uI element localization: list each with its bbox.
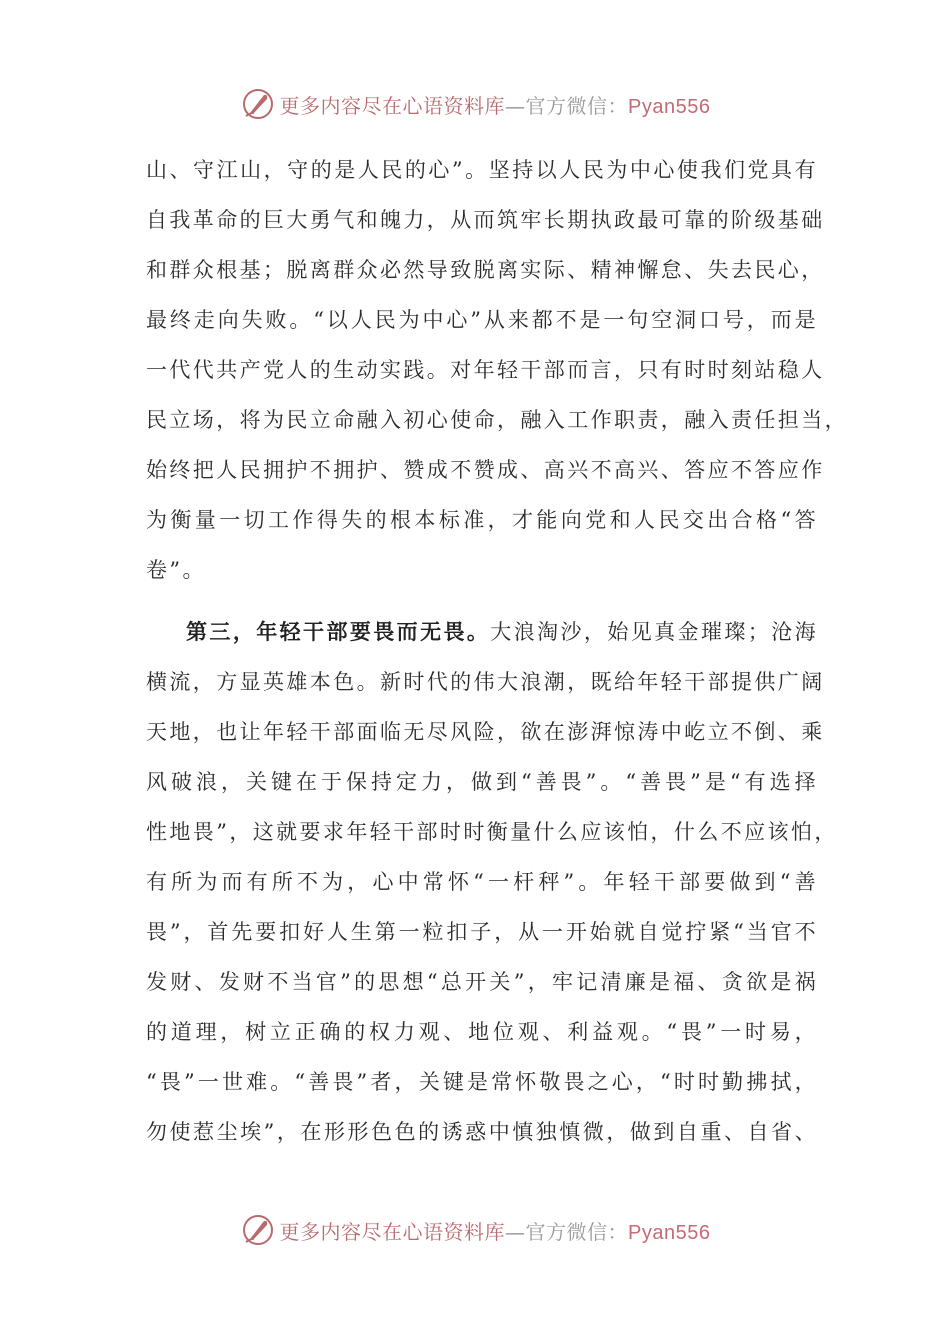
paragraph-line: 勿使惹尘埃”，在形形色色的诱惑中慎独慎微，做到自重、自省、 [146, 1120, 818, 1144]
paragraph-line: 发财、发财不当官”的思想“总开关”，牢记清廉是福、贪欲是祸 [146, 970, 818, 994]
document-body [146, 150, 848, 1162]
paragraph-line: 最终走向失败。“以人民为中心”从来都不是一句空洞口号，而是 [146, 308, 818, 332]
paragraph-line: 风破浪，关键在于保持定力，做到“善畏”。“善畏”是“有选择 [146, 770, 818, 794]
banner-wechat-id: Pyan556 [628, 95, 711, 118]
paragraph-gap [146, 600, 818, 612]
banner-text [280, 1216, 711, 1245]
banner-site-text: 更多内容尽在心语资料库 [279, 93, 506, 118]
paragraph-line: 山、守江山，守的是人民的心”。坚持以人民为中心使我们党具有 [146, 158, 818, 182]
paragraph-line: “畏”一世难。“善畏”者，关键是常怀敬畏之心，“时时勤拂拭， [146, 1070, 818, 1094]
paragraph-first-line [146, 612, 818, 662]
banner-dash: — [505, 1219, 526, 1244]
paragraph-line: 民立场，将为民立命融入初心使命，融入工作职责，融入责任担当， [146, 408, 848, 432]
paragraph-line: 为衡量一切工作得失的根本标准，才能向党和人民交出合格“答 [146, 508, 818, 532]
pen-feather-icon [240, 1212, 276, 1248]
banner-text [280, 90, 711, 119]
section-heading: 第三，年轻干部要畏而无畏。 [186, 619, 491, 644]
pen-feather-icon [240, 86, 276, 122]
banner-wechat-id: Pyan556 [628, 1221, 711, 1244]
paragraph-line: 性地畏”，这就要求年轻干部时时衡量什么应该怕，什么不应该怕， [146, 820, 838, 844]
banner-wechat-label: 官方微信： [525, 93, 629, 118]
paragraph-line: 和群众根基；脱离群众必然导致脱离实际、精神懈怠、失去民心， [146, 258, 825, 282]
paragraph-line: 畏”，首先要扣好人生第一粒扣子，从一开始就自觉拧紧“当官不 [146, 920, 818, 944]
paragraph-line: 横流，方显英雄本色。新时代的伟大浪潮，既给年轻干部提供广阔 [146, 670, 825, 694]
paragraph-line: 的道理，树立正确的权力观、地位观、利益观。“畏”一时易， [146, 1020, 818, 1044]
banner-site-text: 更多内容尽在心语资料库 [279, 1219, 506, 1244]
footer-watermark-banner [0, 1210, 950, 1250]
paragraph-line: 卷”。 [146, 558, 206, 582]
banner-dash: — [505, 93, 526, 118]
paragraph-line: 有所为而有所不为，心中常怀“一杆秤”。年轻干部要做到“善 [146, 870, 818, 894]
paragraph-2 [146, 612, 838, 1162]
paragraph-line: 自我革命的巨大勇气和魄力，从而筑牢长期执政最可靠的阶级基础 [146, 208, 825, 232]
paragraph-line-rest: 大浪淘沙，始见真金璀璨；沧海 [490, 620, 818, 644]
paragraph-line: 一代代共产党人的生动实践。对年轻干部而言，只有时时刻站稳人 [146, 358, 825, 382]
header-watermark-banner [0, 84, 950, 124]
paragraph-line: 始终把人民拥护不拥护、赞成不赞成、高兴不高兴、答应不答应作 [146, 458, 825, 482]
paragraph-1 [146, 150, 848, 600]
paragraph-line: 天地，也让年轻干部面临无尽风险，欲在澎湃惊涛中屹立不倒、乘 [146, 720, 825, 744]
banner-wechat-label: 官方微信： [525, 1219, 629, 1244]
